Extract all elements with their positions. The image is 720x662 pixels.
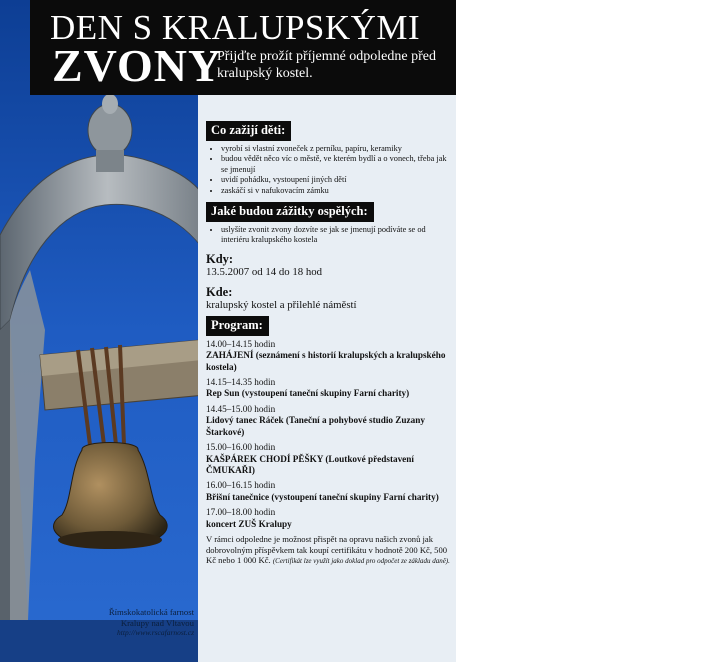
program-time: 16.00–16.15 hodin xyxy=(206,480,276,491)
list-item: • zaskáčí si v nafukovacím zámku xyxy=(221,186,450,196)
program-description: ZAHÁJENÍ (seznámení s historií kralupských a kralupského kostela) xyxy=(206,350,446,372)
adults-list xyxy=(206,225,450,246)
poster-subtitle: Přijďte prožít příjemné odpoledne před kralupský kostel. xyxy=(217,49,436,81)
program-time: 14.45–15.00 hodin xyxy=(206,403,276,414)
adults-heading: Jaké budou zážitky ospělých: xyxy=(206,202,374,222)
organizer-block xyxy=(84,607,194,639)
children-list xyxy=(206,144,450,196)
poster-title: DEN S KRALUPSKÝMI xyxy=(50,8,421,47)
program-item xyxy=(206,404,450,438)
list-item: • uslyšíte zvonit zvony dozvíte se jak se jmenují podíváte se od interiéru kralupského kostela xyxy=(221,225,450,246)
program-item xyxy=(206,339,450,373)
poster-title-large: ZVONY xyxy=(52,40,223,91)
certificate-note: (Certifikát lze využít jako doklad pro odpočet ze základu daně). xyxy=(272,557,450,566)
program-heading: Program: xyxy=(206,316,269,336)
program-item xyxy=(206,377,450,400)
organizer-place: Kralupy nad Vltavou xyxy=(120,617,194,628)
organizer-url[interactable]: http://www.rscafarnost.cz xyxy=(117,628,194,638)
program-time: 14.15–14.35 hodin xyxy=(206,377,276,388)
donation-text: V rámci odpoledne je možnost přispět na opravu našich zvonů jak dobrovolným příspěvkem tak koupí certifikátu v hodnotě 200 Kč, 500 Kč nebo 1 000 Kč. xyxy=(206,533,448,566)
when-label: Kdy: xyxy=(206,251,234,266)
program-description: KAŠPÁREK CHODÍ PĚŠKY (Loutkové představení ČMUKAŘI) xyxy=(206,453,414,475)
content-column xyxy=(206,121,450,567)
program-description: Břišní tanečnice (vystoupení taneční skupiny Farní charity) xyxy=(206,491,439,502)
where-text: kralupský kostel a přilehlé náměstí xyxy=(206,298,357,311)
program-time: 17.00–18.00 hodin xyxy=(206,507,276,518)
when-text: 13.5.2007 od 14 do 18 hod xyxy=(206,265,323,278)
program-item xyxy=(206,480,450,503)
list-item: • uvidí pohádku, vystoupení jiných dětí xyxy=(221,175,450,185)
program-time: 15.00–16.00 hodin xyxy=(206,442,276,453)
program-item xyxy=(206,507,450,530)
program-description: Lidový tanec Ráček (Taneční a pohybové studio Zuzany Štarkové) xyxy=(206,415,425,437)
list-item: • vyrobí si vlastní zvoneček z perníku, papíru, keramiky xyxy=(221,144,450,154)
children-heading: Co zažijí děti: xyxy=(206,121,291,141)
organizer-name: Římskokatolická farnost xyxy=(108,607,194,617)
where-label: Kde: xyxy=(206,284,233,299)
program-item xyxy=(206,442,450,476)
list-item: • budou vědět něco víc o městě, ve kterém bydlí a o vonech, třeba jak se jmenují xyxy=(221,154,450,175)
donation-note xyxy=(206,534,450,567)
program-time: 14.00–14.15 hodin xyxy=(206,338,276,349)
program-description: koncert ZUŠ Kralupy xyxy=(206,518,292,529)
program-description: Rep Sun (vystoupení taneční skupiny Farní charity) xyxy=(206,388,410,399)
